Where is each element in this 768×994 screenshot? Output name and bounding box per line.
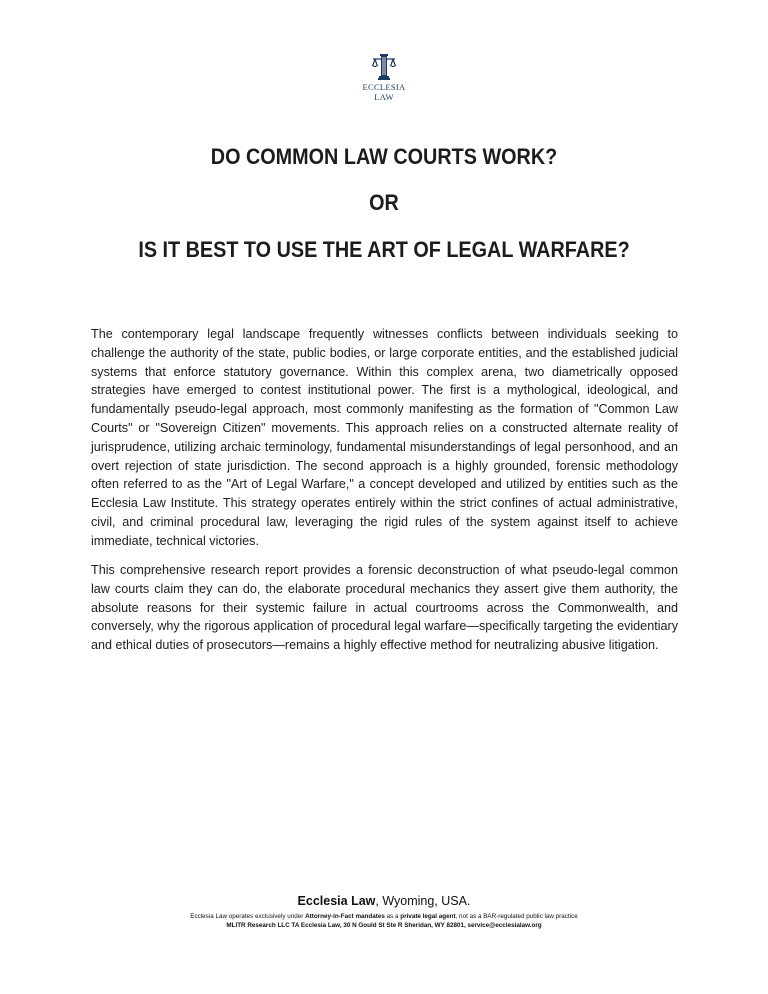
title-line-1: DO COMMON LAW COURTS WORK? bbox=[210, 144, 558, 169]
page-footer bbox=[0, 894, 768, 930]
column-scales-icon bbox=[371, 52, 397, 82]
document-body bbox=[91, 325, 678, 666]
logo-text-line2: LAW bbox=[374, 92, 394, 102]
footer-brand: Ecclesia Law bbox=[297, 894, 376, 908]
footer-address: MLITR Research LLC TA Ecclesia Law, 30 N Gould St Ste R Sheridan, WY 82801, service@ecclesialaw.org bbox=[226, 922, 542, 929]
logo-text-line1: ECCLESIA bbox=[362, 82, 406, 92]
disclaimer-part: Ecclesia Law operates exclusively under bbox=[190, 913, 306, 920]
disclaimer-bold-mandates: Attorney-in-Fact mandates bbox=[305, 913, 385, 920]
body-paragraph-2: This comprehensive research report provides a forensic deconstruction of what pseudo-legal common law courts claim they can do, the elaborate procedural mechanics they assert give them authority, the absolute reasons for their systemic failure in actual courtrooms across the Commonwealth, and conversely, why the rigorous application of procedural legal warfare—specifically targeting the evidentiary and ethical duties of prosecutors—remains a highly effective method for neutralizing abusive litigation. bbox=[91, 563, 678, 653]
footer-location: , Wyoming, USA. bbox=[375, 894, 471, 908]
logo bbox=[354, 52, 414, 102]
disclaimer-part: , not as a BAR-regulated public law practice bbox=[455, 913, 578, 920]
document-title bbox=[74, 145, 693, 262]
disclaimer-part: as a bbox=[384, 913, 401, 920]
footer-disclaimer bbox=[0, 912, 768, 921]
footer-brand-line bbox=[0, 894, 768, 909]
title-line-3: IS IT BEST TO USE THE ART OF LEGAL WARFARE? bbox=[138, 237, 630, 262]
title-line-2: OR bbox=[369, 190, 399, 215]
disclaimer-bold-agent: private legal agent bbox=[400, 913, 456, 920]
body-paragraph-1: The contemporary legal landscape frequently witnesses conflicts between individuals seeking to challenge the authority of the state, public bodies, or large corporate entities, and the established judicial systems that enforce statutory governance. Within this complex arena, two diametrically opposed strategies have emerged to contest institutional power. The first is a mythological, ideological, and fundamentally pseudo-legal approach, most commonly manifesting as the formation of "Common Law Courts" or "Sovereign Citizen" movements. This approach relies on a constructed alternate reality of jurisprudence, utilizing archaic terminology, fundamental misunderstandings of legal personhood, and an overt rejection of state jurisdiction. The second approach is a highly grounded, forensic methodology often referred to as the "Art of Legal Warfare," a concept developed and utilized by entities such as the Ecclesia Law Institute. This strategy operates entirely within the strict confines of actual administrative, civil, and criminal procedural law, leveraging the rigid rules of the system against itself to achieve immediate, technical victories. bbox=[91, 327, 678, 548]
